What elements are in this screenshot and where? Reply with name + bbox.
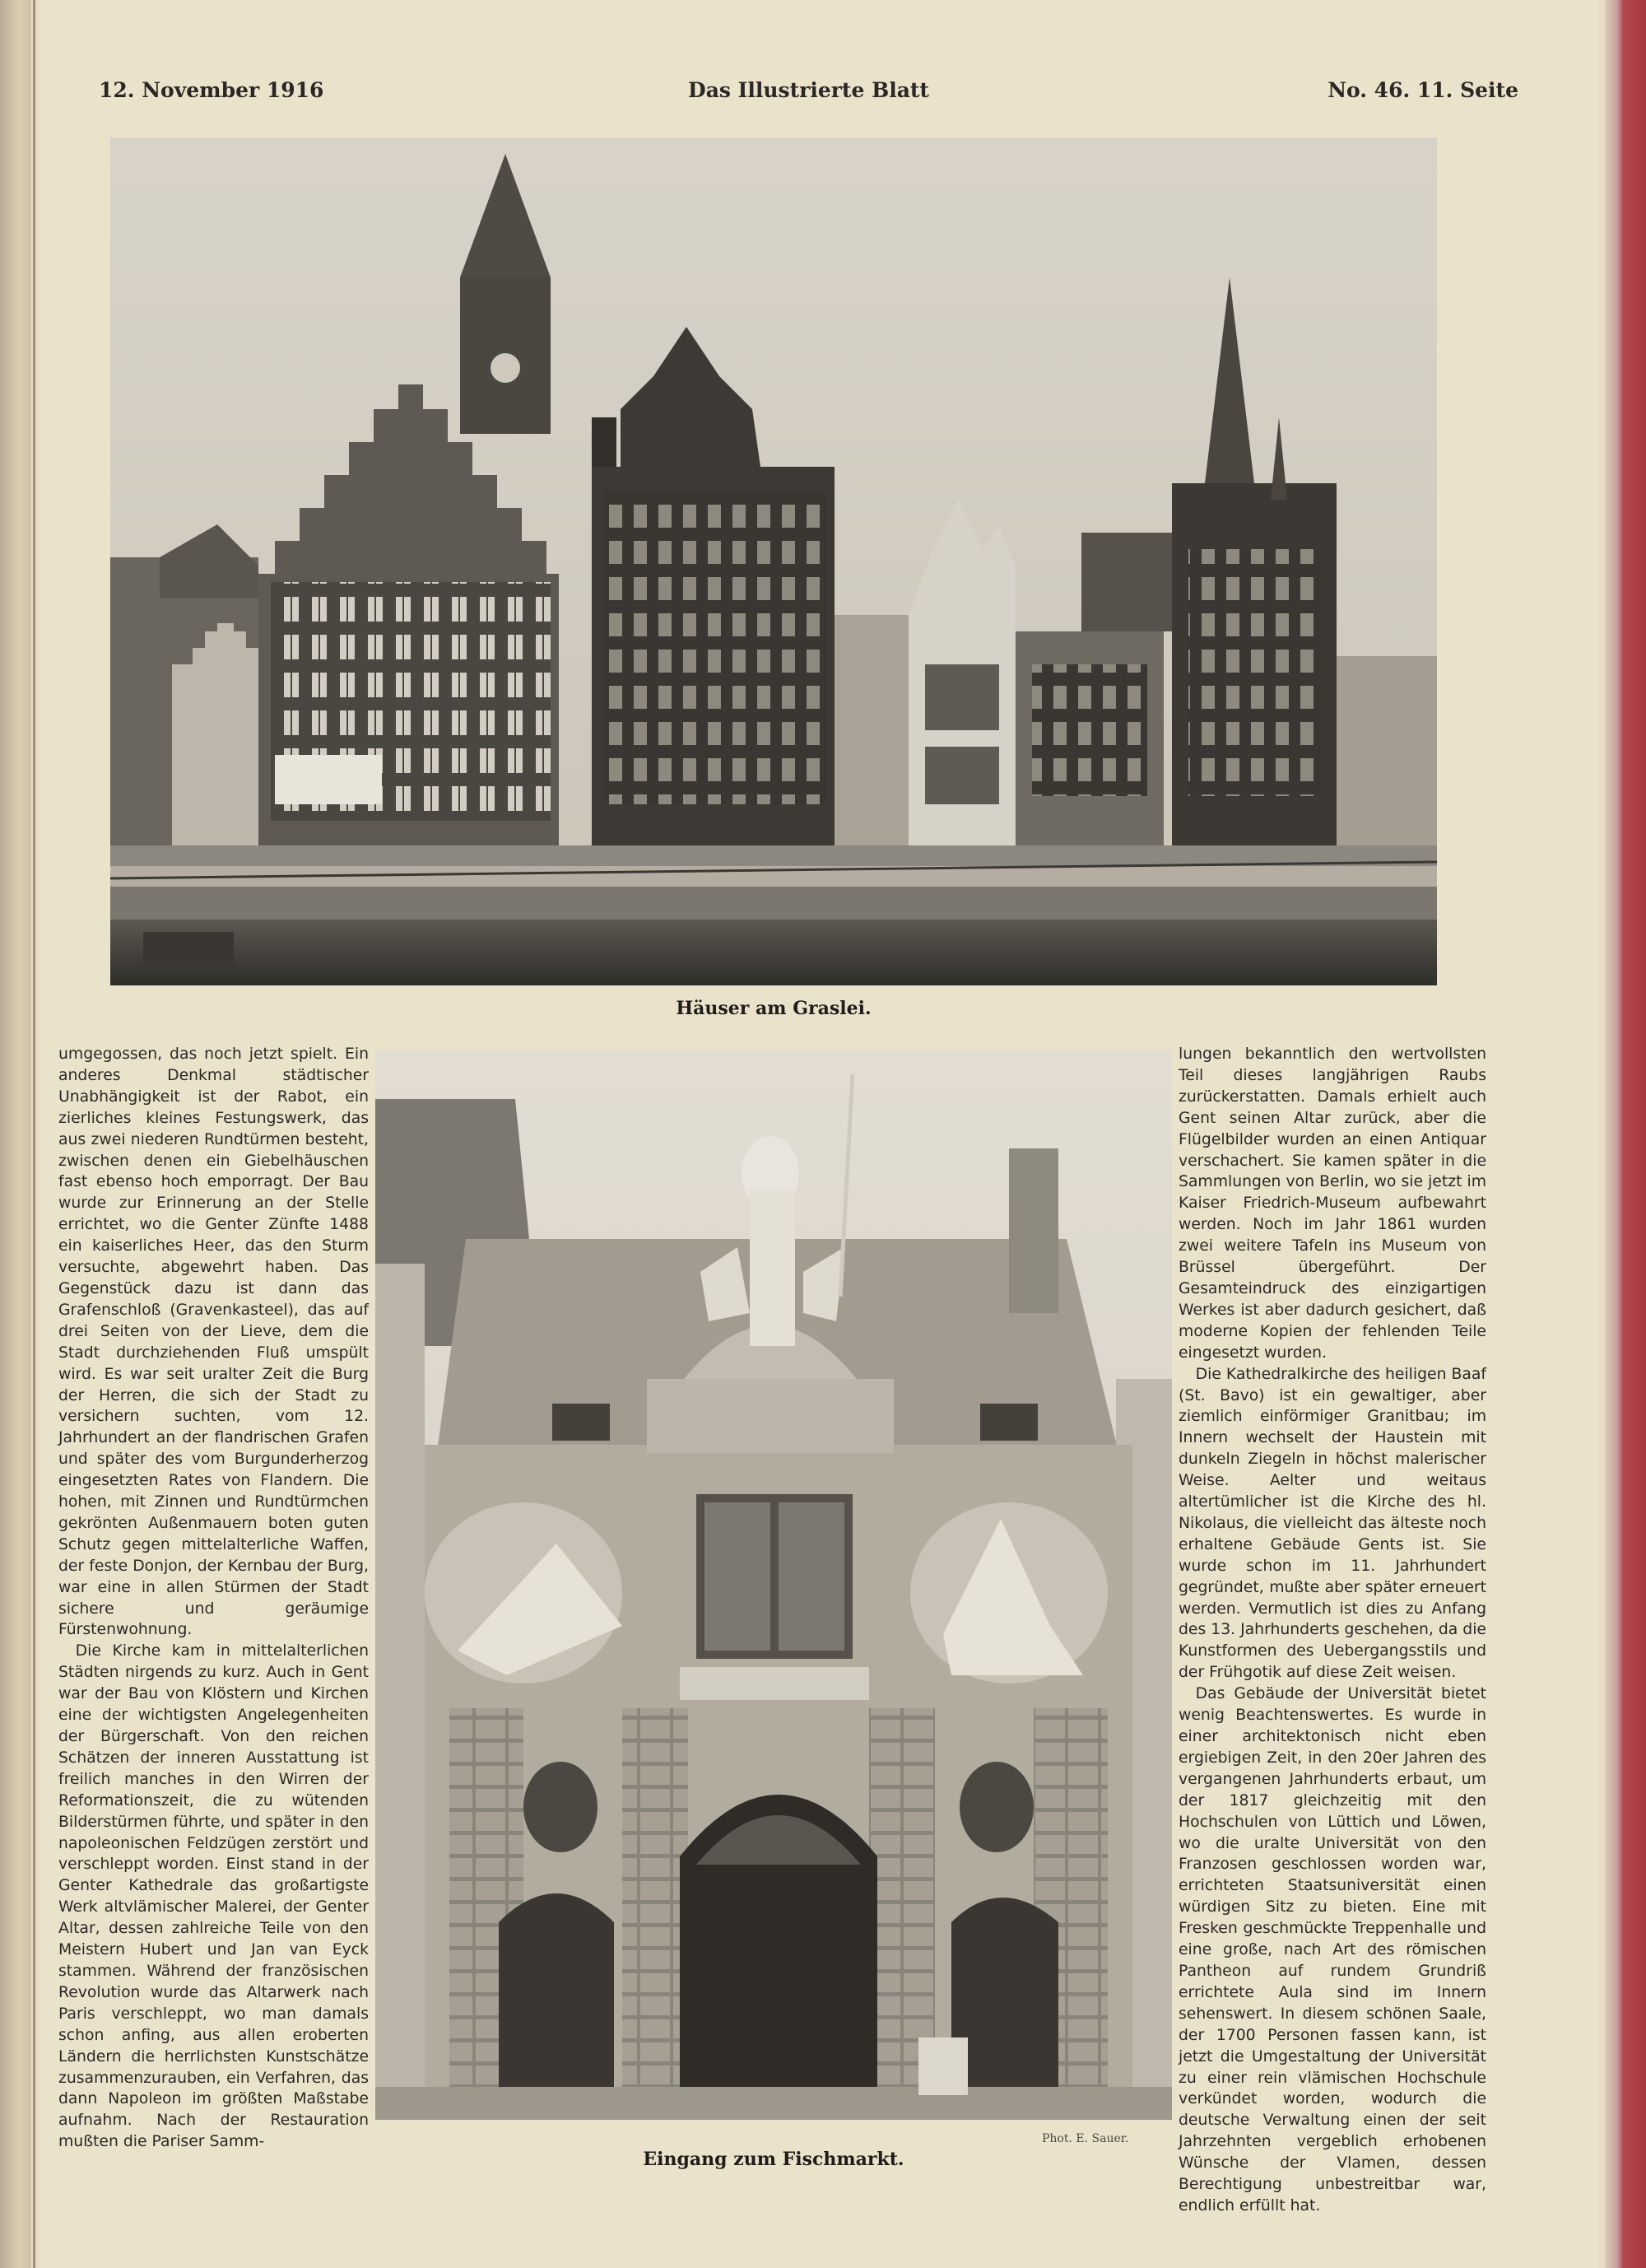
binding-gutter [33,0,35,2268]
paragraph: Die Kathedralkirche des heiligen Baaf (St. Bavo) ist ein gewaltiger, aber ziemlich einförmiger Granitbau; im Innern wechselt der Haustein mit dunkeln Ziegeln in höchst malerischer Weise. Aelter und weitaus altertümlicher ist die Kirche des hl. Nikolaus, die vielleicht das älteste noch erhaltene Gebäude Gents ist. Sie wurde schon im 11. Jahrhundert gegründet, mußte aber später erneuert werden. Vermutlich ist dies zu Anfang des 13. Jahrhunderts geschehen, da die Kunstformen des Uebergangsstils und der Frühgotik auf diese Zeit weisen. [1179,1365,1486,1682]
page-header [99,78,1518,111]
text-column-right [1179,1044,1486,2217]
book-binding [0,0,31,2268]
paragraph: umgegossen, das noch jetzt spielt. Ein anderes Denkmal städtischer Unabhängigkeit ist der Rabot, ein zierliches kleines Festungswerk, das aus zwei niederen Rundtürmen besteht, zwischen denen ein Giebelhäuschen fast ebenso hoch emporragt. Der Bau wurde zur Erinnerung an der Stelle errichtet, wo die Genter Zünfte 1488 ein kaiserliches Heer, das den Sturm versuchte, abgewehrt haben. Das Gegenstück dazu ist dann das Grafenschloß (Gravenkasteel), das auf drei Seiten von der Lieve, dem die Stadt durchziehenden Fluß umspült wird. Es war seit uralter Zeit die Burg der Herren, die sich der Stadt zu versichern suchten, vom 12. Jahrhundert an der flandrischen Grafen und später des vom Burgunderherzog eingesetzten Rates von Flandern. Die hohen, mit Zinnen und Rundtürmchen gekrönten Außenmauern boten guten Schutz gegen mittelalterliche Waffen, der feste Donjon, der Kernbau der Burg, war eine in allen Stürmen der Stadt sichere und geräumige Fürstenwohnung. [58,1046,369,1639]
header-date: 12. November 1916 [99,78,324,102]
text-column-left [58,1044,369,2153]
newspaper-page [40,0,1599,2268]
book-cover-edge [1605,0,1646,2268]
header-publication: Das Illustrierte Blatt [688,78,929,102]
photo-credit: Phot. E. Sauer. [1042,2132,1129,2145]
paragraph: Das Gebäude der Universität bietet wenig Beachtenswertes. Es wurde in einer architektonisch nicht eben ergiebigen Zeit, in den 20er Jahren des vergangenen Jahrhunderts erbaut, um der 1817 gleichzeitig mit den Hochschulen von Lüttich und Löwen, wo die uralte Universität von den Franzosen geschlossen worden war, errichteten Staatsuniversität einen würdigen Sitz zu bieten. Eine mit Fresken geschmückte Treppenhalle und eine große, nach Art des römischen Pantheon auf rundem Grundriß errichtete Aula sind im Innern sehenswert. In diesem schönen Saale, der 1700 Personen fassen kann, ist jetzt die Umgestaltung der Universität zu einer rein vlämischen Hochschule verkündet worden, wodurch die deutsche Verwaltung einen der seit Jahrzehnten vergeblich erhobenen Wünsche der Vlamen, dessen Berechtigung unbestreitbar war, endlich erfüllt hat. [1179,1685,1486,2214]
photo-graslei [110,137,1437,985]
paragraph: lungen bekanntlich den wertvollsten Teil dieses langjährigen Raubs zurückerstatten. Damals erhielt auch Gent seinen Altar zurück, aber die Flügelbilder wurden an einen Antiquar verschachert. Sie kamen später in die Sammlungen von Berlin, wo sie jetzt im Kaiser Friedrich-Museum aufbewahrt werden. Noch im Jahr 1861 wurden zwei weitere Tafeln ins Museum von Brüssel übergeführt. Der Gesamteindruck des einzigartigen Werkes ist aber dadurch gesichert, daß moderne Kopien der fehlenden Teile eingesetzt wurden. [1179,1046,1486,1362]
caption-graslei: Häuser am Graslei. [676,998,872,1019]
photo-fischmarkt [375,1050,1172,2120]
header-issue: No. 46. 11. Seite [1327,78,1518,102]
paragraph: Die Kirche kam in mittelalterlichen Städten nirgends zu kurz. Auch in Gent war der Bau von Klöstern und Kirchen eine der wichtigsten Angelegenheiten der Bürgerschaft. Von den reichen Schätzen der inneren Ausstattung ist freilich manches in den Wirren der Reformationszeit, die zu wütenden Bilderstürmen führte, und später in den napoleonischen Feldzügen zerstört und verschleppt worden. Einst stand in der Genter Kathedrale das großartigste Werk altvlämischer Malerei, der Genter Altar, dessen zahlreiche Teile von den Meistern Hubert und Jan van Eyck stammen. Während der französischen Revolution wurde das Altarwerk nach Paris verschleppt, wo man damals schon anfing, aus allen eroberten Ländern die herrlichsten Kunstschätze zusammenzurauben, ein Verfahren, das dann Napoleon im größten Maßstabe aufnahm. Nach der Restauration mußten die Pariser Samm- [58,1642,369,2151]
caption-fischmarkt: Eingang zum Fischmarkt. [643,2149,904,2170]
